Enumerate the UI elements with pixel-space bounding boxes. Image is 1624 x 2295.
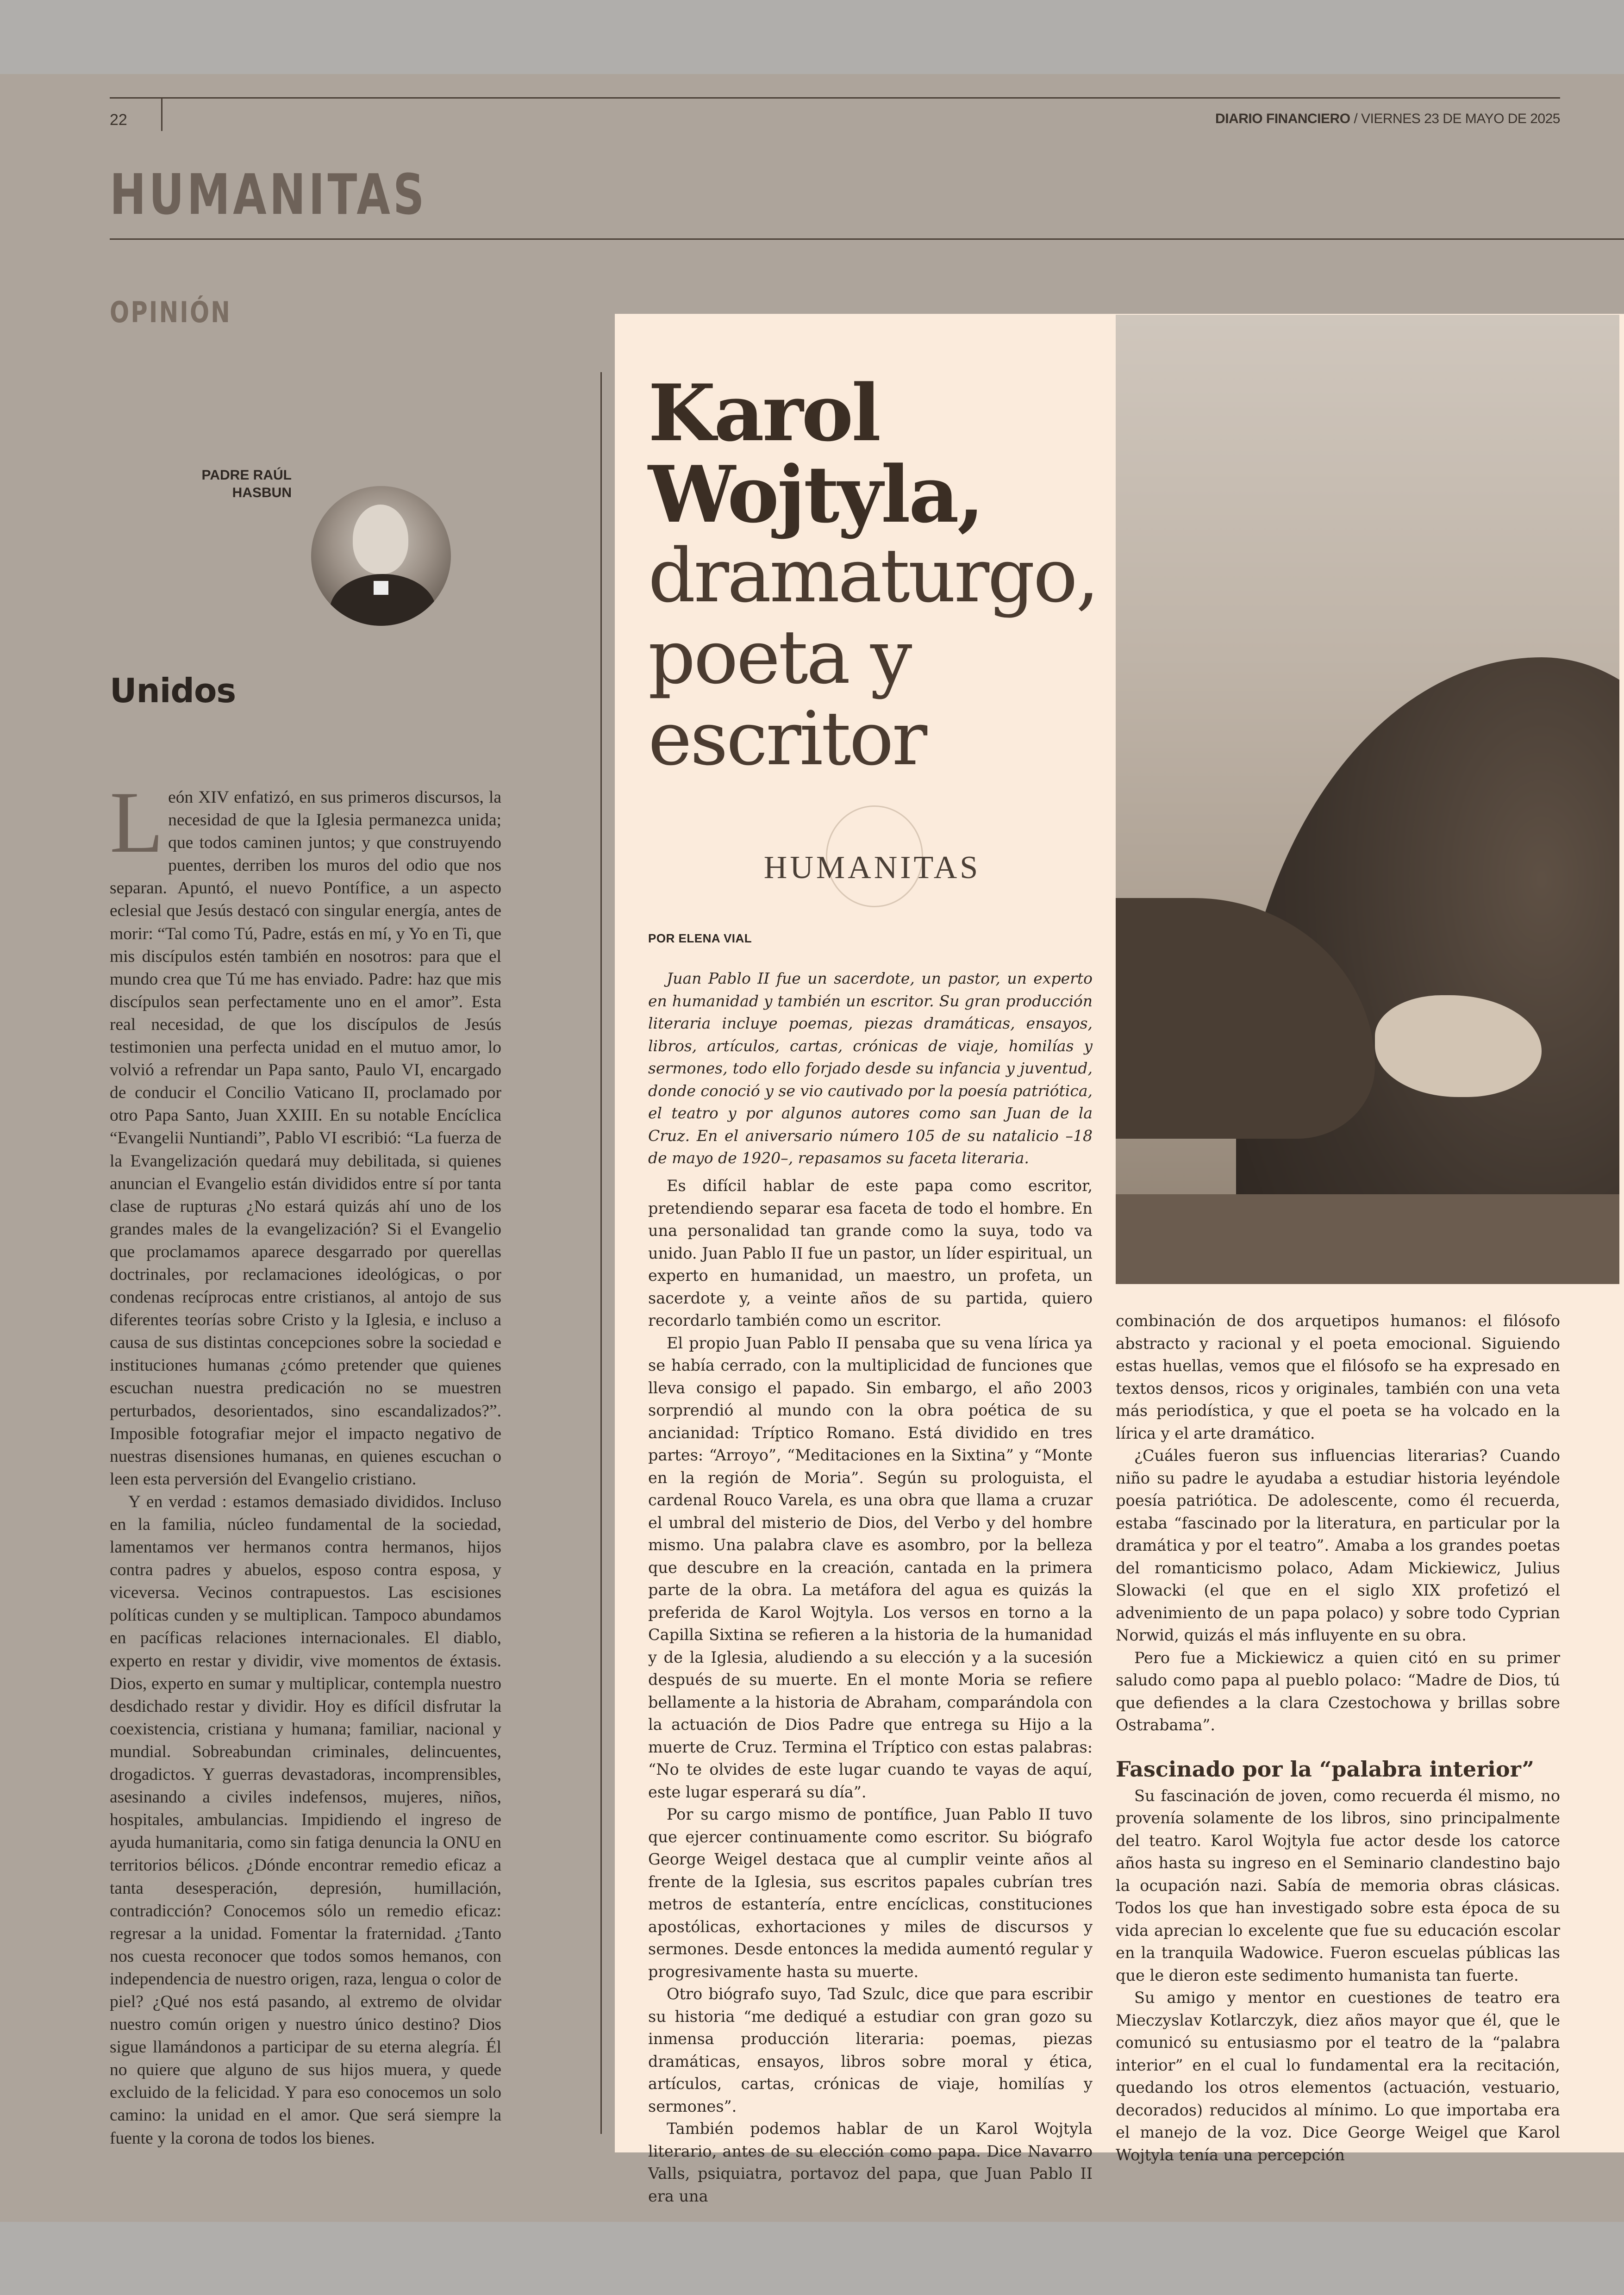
- body-paragraph: Pero fue a Mickiewicz a quien citó en su primer saludo como papa al pueblo polaco: “Madre de Dios, tú que defiendes a la clara Czestochowa y brillas sobre Ostrabama”.: [1116, 1648, 1560, 1734]
- issue-date: / VIERNES 23 DE MAYO DE 2025: [1350, 111, 1560, 126]
- headline-line: Karol: [648, 367, 880, 459]
- logo-wordmark: HUMANITAS: [763, 850, 981, 886]
- publication-name: DIARIO FINANCIERO: [1215, 111, 1350, 126]
- feature-lead: Juan Pablo II fue un sacerdote, un pastor, un experto en humanidad y también un escritor. Su gran producción literaria incluye poemas, piezas dramáticas, ensayos, libros, artículos, cartas, crónicas de viaje, homilías y sermones, todo ello forjado desde su infancia y juventud, donde conoció y se vio cautivado por la poesía patriótica, el teatro y por algunos autores como san Juan de la Cruz. En el aniversario número 105 de su natalicio –18 de mayo de 1920–, repasamos su faceta literaria.: [648, 969, 1093, 1167]
- page-number-divider: [161, 99, 162, 131]
- body-paragraph: Por su cargo mismo de pontífice, Juan Pablo II tuvo que ejercer continuamente como escritor. Su biógrafo George Weigel destaca que al cumplir veinte años al frente de la Iglesia, sus escritos papales cubrían tres metros de estantería, entre encíclicas, constituciones apostólicas, exhortaciones y miles de discursos y sermones. Desde entonces la medida aumentó regular y progresivamente hasta su muerte.: [648, 1805, 1093, 1981]
- headline-line: Wojtyla,: [648, 449, 983, 540]
- body-paragraph: Su fascinación de joven, como recuerda él mismo, no provenía solamente de los libros, sino principalmente del teatro. Karol Wojtyla fue actor desde los catorce años hasta su ingreso en el Seminario clandestino bajo la ocupación nazi. Sabía de memoria obras clásicas. Todos los que han investigado sobre esta época de su vida aprecian lo excelente que fue su educación escolar en la tranquila Wadowice. Fueron escuelas públicas las que le dieron este sedimento humanista tan fuerte.: [1116, 1786, 1560, 1984]
- section-rule: [110, 238, 1624, 240]
- body-paragraph: combinación de dos arquetipos humanos: el filósofo abstracto y racional y el poeta emocional. Siguiendo estas huellas, vemos que el filósofo se ha expresado en textos densos, ricos y originales, también con una veta más periodística, y que el poeta se ha volcado en la lírica y el arte dramático.: [1116, 1312, 1560, 1442]
- masthead: [1215, 111, 1560, 127]
- opinion-label: OPINIÓN: [110, 295, 232, 329]
- subhead: Fascinado por la “palabra interior”: [1116, 1756, 1534, 1782]
- body-paragraph: También podemos hablar de un Karol Wojtyla literario, antes de su elección como papa. Dice Navarro Valls, psiquiatra, portavoz del papa, que Juan Pablo II era una: [648, 2120, 1093, 2205]
- body-paragraph: Su amigo y mentor en cuestiones de teatro era Mieczyslav Kotlarczyk, diez años mayor que él, que le comunicó su entusiasmo por el teatro de la “palabra interior” en el cual lo fundamental era la recitación, quedando los otros elementos (actuación, vestuario, decorados) reducidos al mínimo. Lo que importaba era el manejo de la voz. Dice George Weigel que Karol Wojtyla tenía una percepción: [1116, 1989, 1560, 2164]
- body-paragraph: ¿Cuáles fueron sus influencias literarias? Cuando niño su padre le ayudaba a estudiar historia leyéndole poesía patriótica. De adolescente, como él recuerda, estaba “fascinado por la literatura, en particular por la dramática y por el teatro”. Amaba a los grandes poetas del romanticismo polaco, Adam Mickiewicz, Julius Slowacki (el que en el siglo XIX profetizó el advenimiento de un papa polaco) y sobre todo Cyprian Norwid, quizás el más influyente en su obra.: [1116, 1447, 1560, 1644]
- page-number: 22: [110, 111, 127, 129]
- drop-cap: L: [110, 774, 164, 871]
- feature-body-column-2: [1116, 1310, 1560, 2166]
- headline-line: poeta y: [648, 614, 911, 700]
- humanitas-logo: [756, 805, 988, 917]
- columnist-avatar: [311, 486, 451, 626]
- opinion-paragraph: Y en verdad : estamos demasiado divididos. Incluso en la familia, núcleo fundamental de la sociedad, lamentamos ver hermanos contra hermanos, hijos contra padres y abuelos, esposo contra esposa, y viceversa. Vecinos contrapuestos. Las escisiones políticas cunden y se multiplican. Tampoco abundamos en pacíficas relaciones internacionales. El diablo, experto en restar y dividir, vive momentos de éxtasis. Dios, experto en sumar y multiplicar, contempla nuestro desdichado restar y dividir. Hoy es difícil disfrutar la coexistencia, cristiana y humana; familiar, nacional y mundial. Sobreabundan criminales, delincuentes, drogadictos. Y guerras devastadoras, incomprensibles, asesinando a civiles indefensos, mujeres, niños, hospitales, ambulancias. Impidiendo el ingreso de ayuda humanitaria, como sin fatiga denuncia la ONU en territorios bélicos. ¿Dónde encontrar remedio eficaz a tanta desesperación, depresión, humillación, contradicción? Conocemos sólo un remedio eficaz: regresar a la unidad. Fomentar la fraternidad. ¿Tanto nos cuesta reconocer que todos somos hemanos, con independencia de nuestro origen, raza, lengua o color de piel? ¿Qué nos está pasando, al extremo de olvidar nuestro común origen y nuestro único destino? Dios sigue llamándonos a participar de su eterna alegría. Él no quiere que alguno de sus hijos muera, y quede excluido de la felicidad. Y para eso conocemos un solo camino: la unidad en el amor. Que será siempre la fuente y la corona de todos los bienes.: [110, 1492, 501, 2148]
- section-title: HUMANITAS: [110, 163, 427, 227]
- opinion-paragraph: León XIV enfatizó, en sus primeros discursos, la necesidad de que la Iglesia permanezca unida; que todos caminen juntos; y que construyendo puentes, derriben los muros del odio que nos separan. Apuntó, el nuevo Pontífice, a un aspecto eclesial que Jesús destacó con singular energía, antes de morir: “Tal como Tú, Padre, estás en mí, y Yo en Ti, que mis discípulos estén también en nosotros: para que el mundo crea que Tú me has enviado. Padre: haz que mis discípulos sean perfectamente uno en el amor”. Esta real necesidad, de que los discípulos de Jesús testimonien una perfecta unidad en el mutuo amor, lo volvió a refrendar un Papa santo, Paulo VI, encargado de conducir el Concilio Vaticano II, proclamado por otro Papa Santo, Juan XXIII. En su notable Encíclica “Evangelii Nuntiandi”, Pablo VI escribió: “La fuerza de la Evangelización quedará muy debilitada, si quienes anuncian el Evangelio están divididos entre sí por tanta clase de rupturas ¿No estará quizás ahí uno de los grandes males de la evangelización? Si el Evangelio que proclamamos aparece desgarrado por querellas doctrinales, por reclamaciones ideológicas, o por condenas recíprocas entre cristianos, al antojo de sus diferentes teorías sobre Cristo y la Iglesia, e incluso a causa de sus distintas concepciones sobre la sociedad e instituciones humanas ¿cómo pretender que quienes escuchan nuestra predicación no se muestren perturbados, desorientados, sino escandalizados?”. Imposible fotografiar mejor el impacto negativo de nuestras disensiones humanas, en quienes escuchan o leen esta perversión del Evangelio cristiano.: [110, 774, 501, 1489]
- headline-line: dramaturgo,: [648, 532, 1098, 619]
- column-divider: [600, 372, 602, 2134]
- feature-body-column-1: [648, 1175, 1093, 2208]
- body-paragraph: El propio Juan Pablo II pensaba que su vena lírica ya se había cerrado, con la multiplicidad de funciones que lleva consigo el papado. Sin embargo, el año 2003 sorprendió al mundo con la obra poética de su ancianidad: Tríptico Romano. Está dividido en tres partes: “Arroyo”, “Meditaciones en la Sixtina” y “Monte en la región de Moria”. Según su prologuista, el cardenal Rouco Varela, es una obra que llama a cruzar el umbral del misterio de Dios, del Verbo y del hombre mismo. Una palabra clave es asombro, por la belleza que descubre en la creación, cantada en la primera parte de la obra. La metáfora del agua es quizás la preferida de Karol Wojtyla. Los versos en torno a la Capilla Sixtina se refieren a la historia de la humanidad y de la Iglesia, aludiendo a su elección y a la sucesión después de su muerte. En el monte Moria se refiere bellamente a la historia de Abraham, comparándola con la actuación de Dios Padre que entrega su Hijo a la muerte de Cruz. Termina el Tríptico con estas palabras: “No te olvides de este lugar cuando te vayas de aquí, este lugar esperará su día”.: [648, 1334, 1093, 1801]
- header-rule: [110, 97, 1560, 99]
- headline-line: escritor: [648, 695, 926, 782]
- body-paragraph: Otro biógrafo suyo, Tad Szulc, dice que para escribir su historia “me dediqué a estudiar con gran gozo su inmensa producción literaria: poemas, piezas dramáticas, ensayos, libros sobre moral y ética, artículos, cartas, crónicas de viaje, homilías y sermones”.: [648, 1985, 1093, 2115]
- column-title: Unidos: [110, 671, 236, 710]
- byline: POR ELENA VIAL: [648, 931, 752, 945]
- body-paragraph: Es difícil hablar de este papa como escritor, pretendiendo separar esa faceta de todo el hombre. En una personalidad tan grande como la suya, todo va unido. Juan Pablo II fue un pastor, un líder espiritual, un experto en humanidad, un maestro, un profeta, un sacerdote y, a veinte años de su partida, quiero recordarlo también como un escritor.: [648, 1177, 1093, 1329]
- opinion-column-text: [110, 774, 501, 2150]
- columnist-name: PADRE RAÚL HASBUN: [201, 468, 292, 500]
- feature-headline: [648, 367, 1098, 782]
- wojtyla-photo: [1116, 315, 1619, 1284]
